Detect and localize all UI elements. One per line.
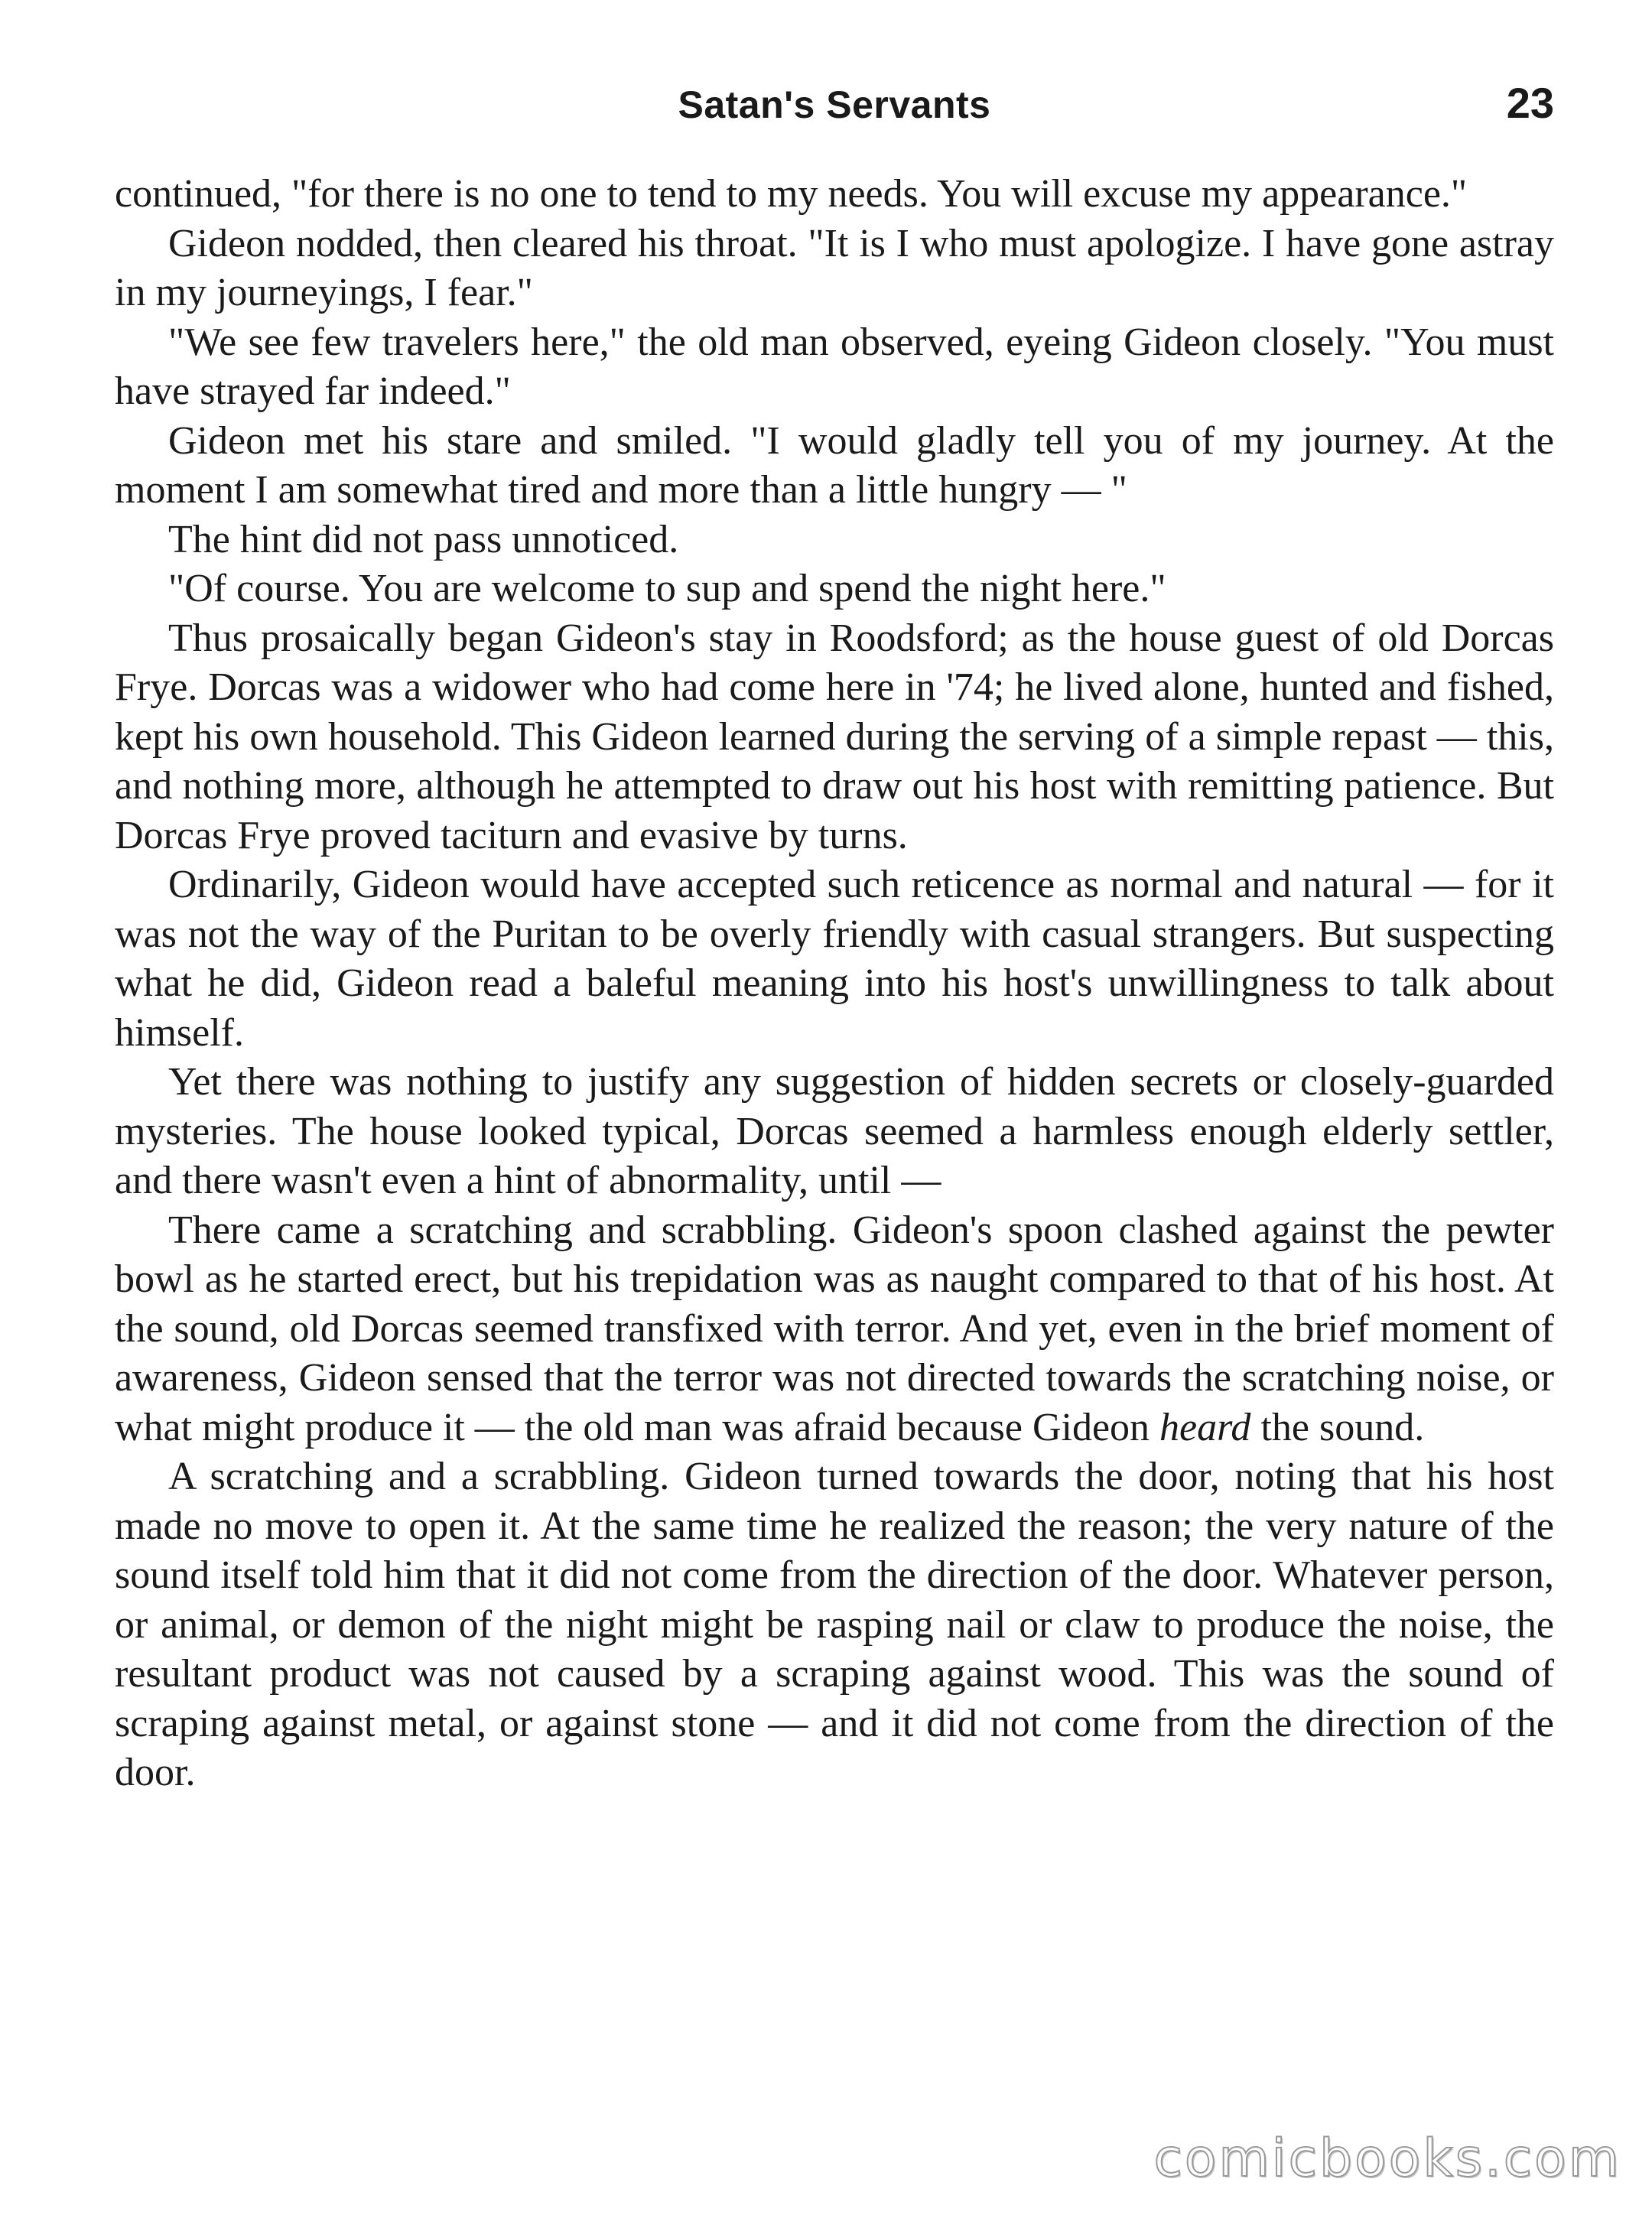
paragraph: "We see few travelers here," the old man observed, eyeing Gideon closely. "You must have strayed far indeed."	[115, 320, 1554, 413]
paragraph: Yet there was nothing to justify any suggestion of hidden secrets or closely-guarded mysteries. The house looked typical, Dorcas seemed a harmless enough elderly settler, and there wasn't even a hint of abnormality, until —	[115, 1060, 1554, 1202]
body-text	[115, 170, 1554, 1798]
watermark-logo: comicbooks.com	[1153, 2129, 1621, 2189]
paragraph: Ordinarily, Gideon would have accepted such reticence as normal and natural — for it was not the way of the Puritan to be overly friendly with casual strangers. But suspecting what he did, Gideon read a baleful meaning into his host's unwillingness to talk about himself.	[115, 863, 1554, 1055]
paragraph: "Of course. You are welcome to sup and spend the night here."	[168, 567, 1166, 610]
paragraph	[115, 1206, 1554, 1453]
paragraph-text: There came a scratching and scrabbling. Gideon's spoon clashed against the pewter bowl as he started erect, but his trepidation was as naught compared to that of his host. At the sound, old Dorcas seemed transfixed with terror. And yet, even in the brief moment of awareness, Gideon sensed that the terror was not directed towards the scratching noise, or what might produce it — the old man was afraid because Gideon	[115, 1208, 1554, 1449]
paragraph: Thus prosaically began Gideon's stay in Roodsford; as the house guest of old Dorcas Frye. Dorcas was a widower who had come here in '74; he lived alone, hunted and fished, kept his own household. This Gideon learned during the serving of a simple repast — this, and nothing more, although he attempted to draw out his host with remitting patience. But Dorcas Frye proved taciturn and evasive by turns.	[115, 616, 1554, 857]
paragraph: Gideon nodded, then cleared his throat. "It is I who must apologize. I have gone astray in my journeyings, I fear."	[115, 221, 1554, 314]
paragraph: The hint did not pass unnoticed.	[168, 517, 679, 561]
running-title: Satan's Servants	[678, 83, 991, 126]
paragraph: A scratching and a scrabbling. Gideon turned towards the door, noting that his host made no move to open it. At the same time he realized the reason; the very nature of the sound itself told him that it did not come from the direction of the door. Whatever person, or animal, or demon of the night might be rasping nail or claw to produce the noise, the resultant product was not caused by a scraping against wood. This was the sound of scraping against metal, or against stone — and it did not come from the direction of the door.	[115, 1455, 1554, 1794]
emphasized-word: heard	[1159, 1405, 1251, 1449]
paragraph: continued, "for there is no one to tend to my needs. You will excuse my appearance."	[115, 172, 1468, 216]
running-head	[115, 79, 1554, 144]
paragraph-tail: the sound.	[1250, 1405, 1425, 1449]
page-number: 23	[1506, 79, 1554, 127]
paragraph: Gideon met his stare and smiled. "I would gladly tell you of my journey. At the moment I am somewhat tired and more than a little hungry — "	[115, 418, 1554, 512]
